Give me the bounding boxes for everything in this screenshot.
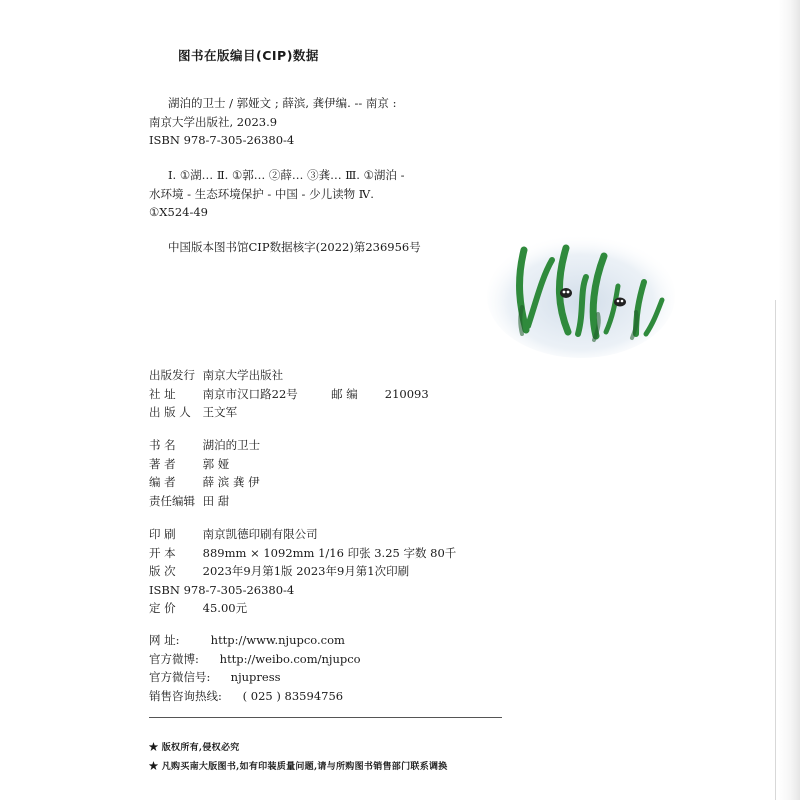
printer-row [149,525,456,544]
field-label: 出 版 人 [149,405,191,419]
field-value: 王文军 [202,405,238,419]
field-label: 书 名 [149,438,176,452]
cip-heading: 图书在版编目(CIP)数据 [178,48,319,63]
field-value: 湖泊的卫士 [202,438,261,452]
field-label: 官方微信号: [149,670,211,684]
isbn-row [149,581,456,600]
field-value: 889mm × 1092mm 1/16 印张 3.25 字数 80千 [202,545,457,560]
field-value: 田 甜 [202,493,230,508]
editor-row [149,473,260,492]
cip-line-isbn: ISBN 978-7-305-26380-4 [149,133,295,147]
footer-divider [149,717,502,718]
copyright-notice: ★ 版权所有,侵权必究 [149,743,240,753]
publisher-row [149,366,429,385]
cip-line-title: 湖泊的卫士 / 郭娅文 ; 薛滨, 龚伊编. -- 南京 : [168,96,397,110]
address-row [149,385,429,404]
field-value: 薛 滨 龚 伊 [202,475,260,489]
wechat-row [149,668,361,687]
format-row [149,544,456,563]
cip-line-publisher: 南京大学出版社, 2023.9 [149,115,278,129]
postcode-label: 邮 编 [331,386,358,401]
field-label: 定 价 [149,601,176,615]
field-value: 南京市汉口路22号 [202,386,298,401]
page-fold-line [775,300,776,800]
field-label: 开 本 [149,545,176,560]
field-label: 责任编辑 [149,493,195,508]
website-link: http://www.njupco.com [210,633,345,647]
field-label: 著 者 [149,456,176,471]
cip-line-data-number: 中国版本图书馆CIP数据核字(2022)第236956号 [168,240,421,254]
field-label: 版 次 [149,564,176,578]
cip-line-subjects-cont: 水环境 - 生态环境保护 - 中国 - 少儿读物 Ⅳ. [149,187,374,201]
title-row [149,436,260,455]
cip-line-classification: ①X524-49 [149,205,208,219]
field-label: 销售咨询热线: [149,688,222,703]
website-row [149,631,361,650]
postcode-value: 210093 [384,386,429,401]
price-row [149,599,456,618]
contact-info [149,631,361,705]
responsible-editor-row [149,492,260,511]
field-label: 官方微博: [149,651,199,666]
weibo-link: http://weibo.com/njupco [219,651,361,666]
water-creature-right [614,298,626,307]
book-info [149,436,260,510]
field-label: 出版发行 [149,368,195,382]
seaweed-illustration [486,222,676,362]
page-spine-shadow [778,0,800,800]
field-value: 南京大学出版社 [202,368,284,382]
field-label: 社 址 [149,386,176,401]
hotline-row [149,687,361,706]
author-row [149,455,260,474]
weibo-row [149,650,361,669]
field-label: 网 址: [149,633,180,647]
quality-notice: ★ 凡购买南大版图书,如有印装质量问题,请与所购图书销售部门联系调换 [149,762,448,772]
wechat-id: njupress [230,670,281,684]
edition-row [149,562,456,581]
field-value: 45.00元 [202,601,248,615]
publisher-person-row [149,403,429,422]
print-info [149,525,456,618]
field-value: 南京凯德印刷有限公司 [202,527,318,541]
field-label: 印 刷 [149,527,176,541]
water-creature-left [560,288,572,298]
field-label: 编 者 [149,475,176,489]
field-value: 郭 娅 [202,456,230,471]
field-value: ISBN 978-7-305-26380-4 [149,582,295,597]
field-value: 2023年9月第1版 2023年9月第1次印刷 [202,564,410,578]
cip-line-subjects: Ⅰ. ①湖… Ⅱ. ①郭… ②薛… ③龚… Ⅲ. ①湖泊 - [168,168,405,182]
publisher-info [149,366,429,422]
hotline-number: ( 025 ) 83594756 [242,688,344,703]
